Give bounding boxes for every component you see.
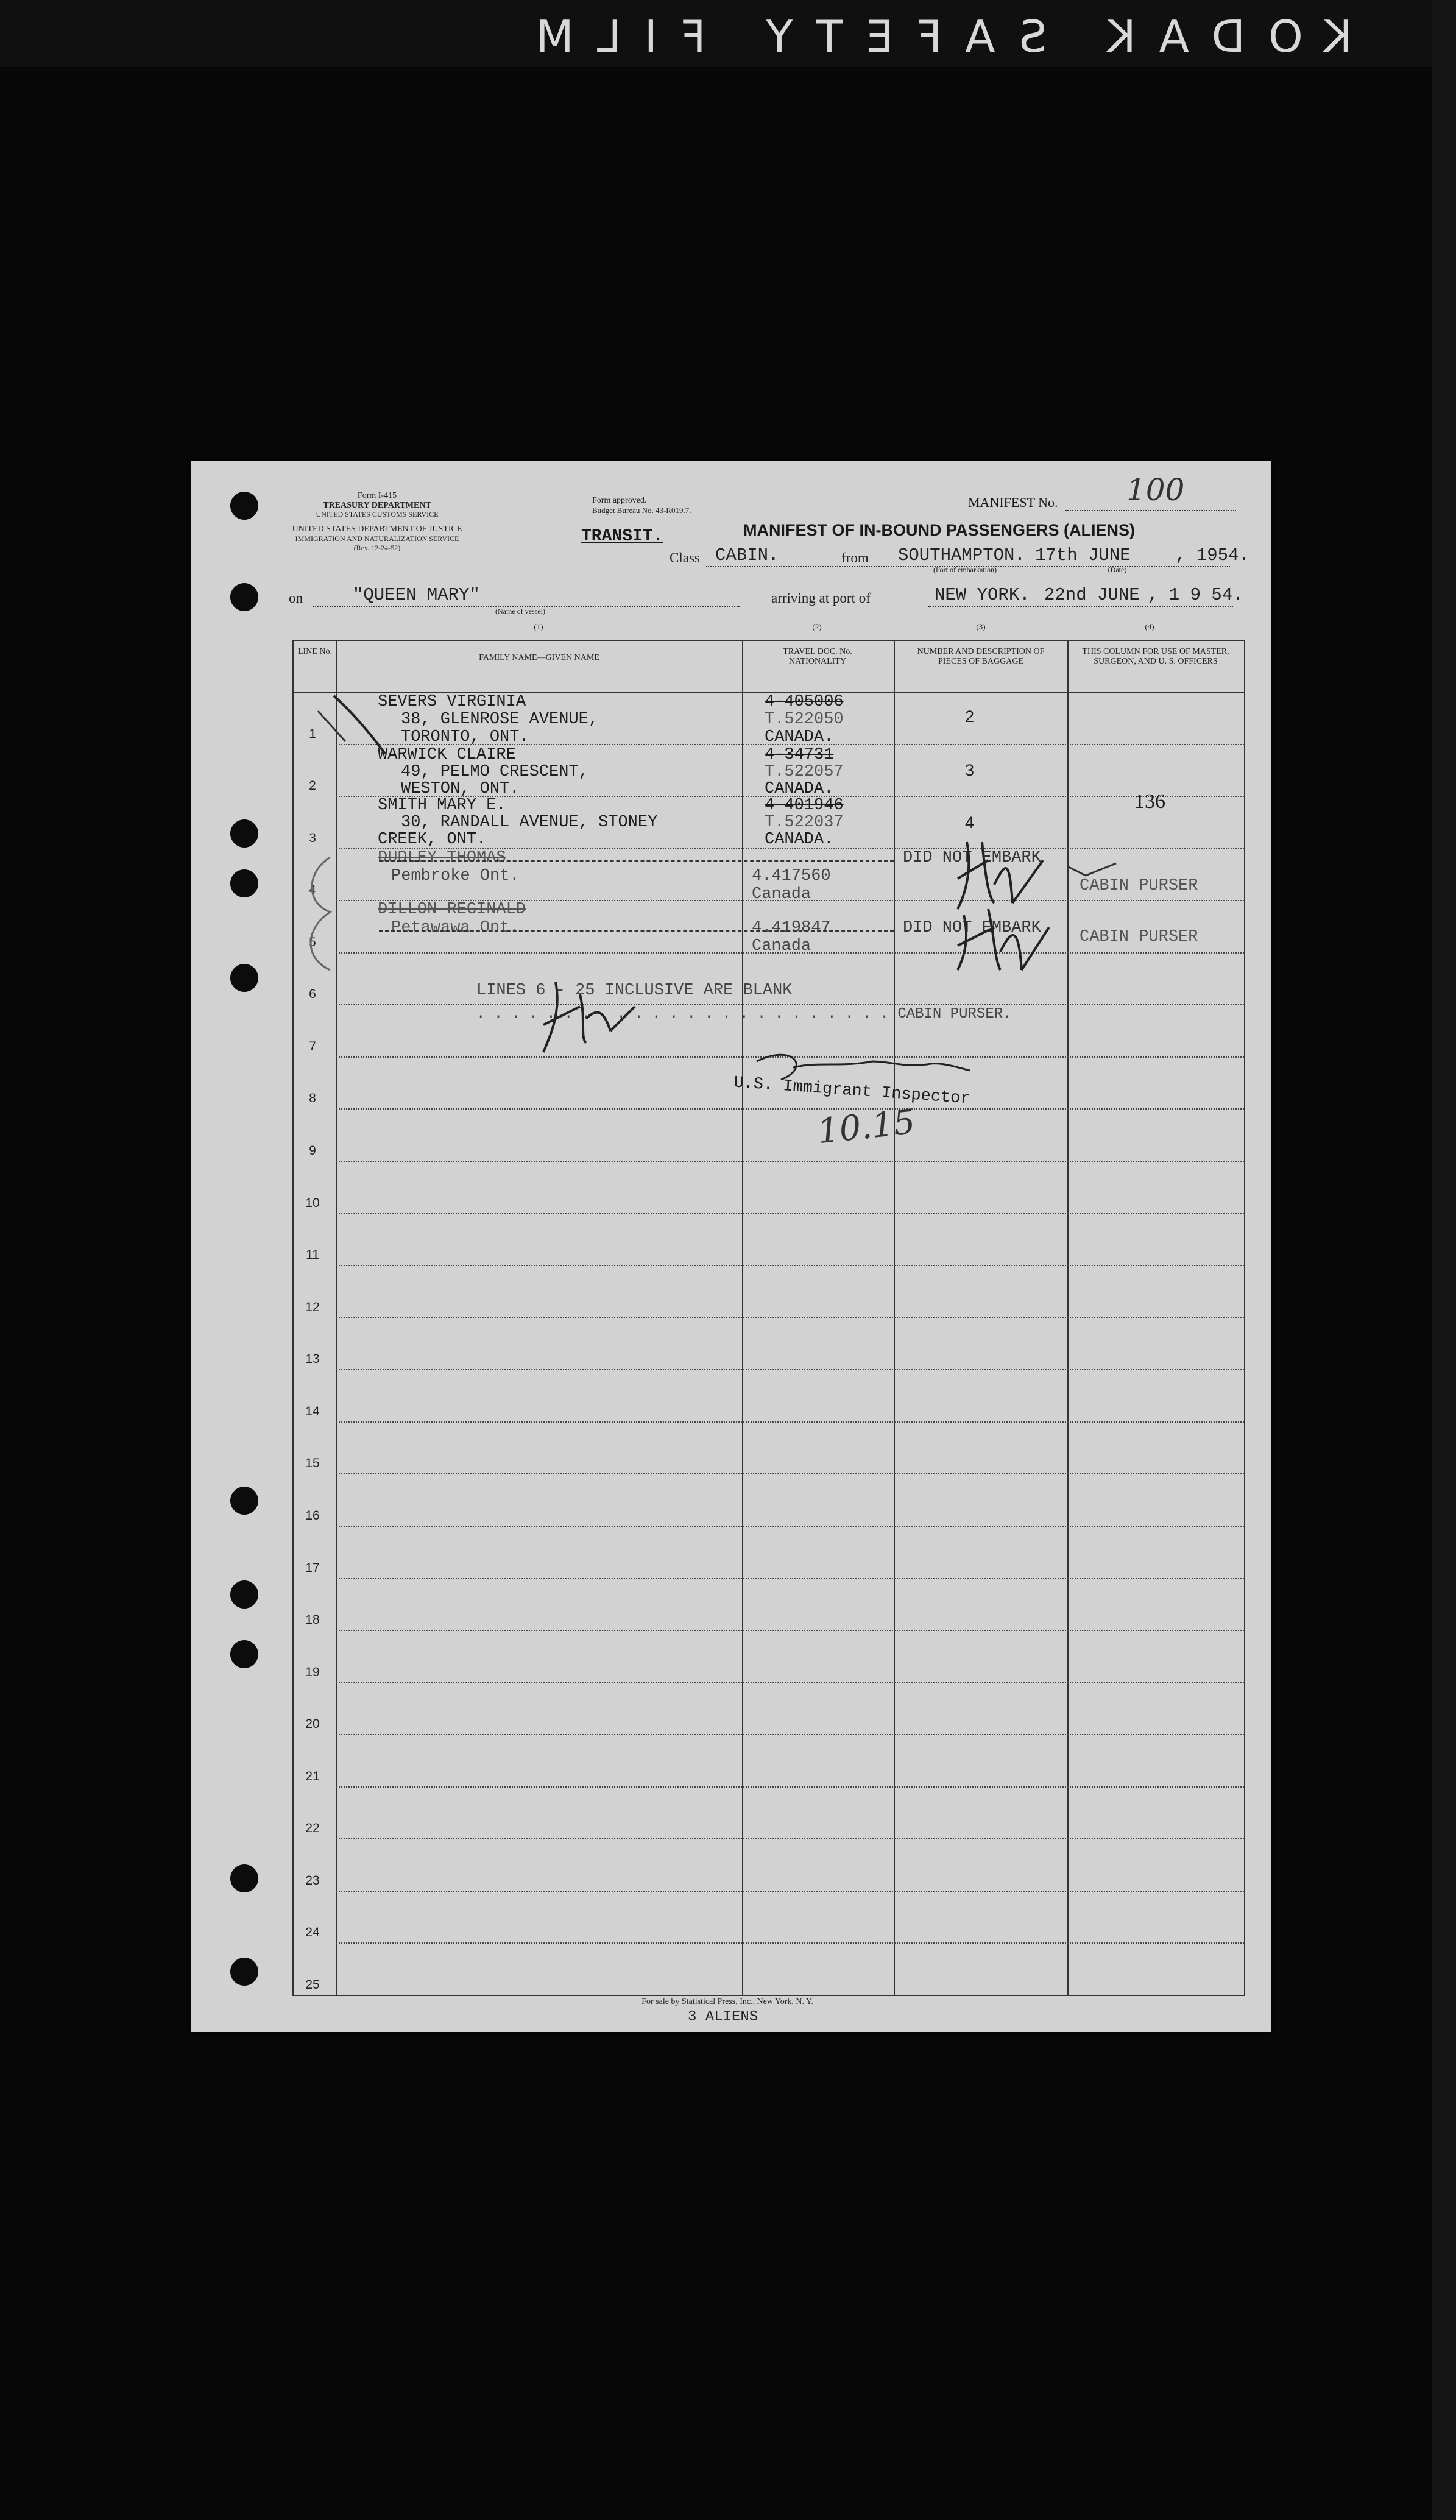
row-rule [336, 1682, 1244, 1683]
line-number: 19 [305, 1665, 320, 1679]
arrival-rule [928, 606, 1233, 607]
check-mark [1067, 863, 1116, 876]
line-number: 6 [309, 987, 316, 1002]
row-rule [336, 1473, 1244, 1474]
film-edge-text: KODAK SAFETY FILM [512, 11, 1352, 62]
film-edge-strip [0, 0, 1456, 67]
entry-5-doc: 4.419847 [752, 919, 831, 937]
passenger-table [292, 640, 1245, 1996]
entry-3-address: 30, RANDALL AVENUE, STONEY [401, 813, 658, 832]
transit-label: TRANSIT. [581, 527, 663, 546]
on-label: on [289, 590, 303, 606]
entry-1-nationality: CANADA. [765, 728, 834, 746]
entry-5-status: DID NOT EMBARK [903, 919, 1041, 937]
column-number-2: (2) [812, 622, 822, 631]
date-caption: (Date) [1108, 565, 1127, 574]
arrival-port: NEW YORK. [935, 585, 1030, 605]
line-number: 17 [305, 1560, 320, 1575]
punch-hole [230, 964, 258, 992]
treasury-department: TREASURY DEPARTMENT [323, 501, 431, 510]
entry-5-name: DILLON REGINALD [378, 901, 526, 919]
row-rule [336, 1630, 1244, 1631]
line-number: 25 [305, 1978, 320, 1992]
line-number: 16 [305, 1508, 320, 1523]
punch-hole [230, 1640, 258, 1668]
row-rule [336, 1317, 1244, 1318]
line-number: 24 [305, 1925, 320, 1940]
manifest-no-value: 100 [1126, 472, 1185, 508]
form-revision: (Rev. 12-24-52) [353, 543, 401, 552]
entry-4-name: DUDLEY THOMAS [378, 849, 506, 867]
class-value: CABIN. [715, 545, 779, 565]
arrival-date: 22nd JUNE [1044, 585, 1140, 605]
entry-2-doc: T.522057 [765, 763, 844, 781]
entry-1-city: TORONTO, ONT. [401, 728, 529, 746]
punch-hole [230, 869, 258, 897]
line-number: 4 [309, 883, 316, 897]
entry-2-nationality: CANADA. [765, 780, 834, 798]
line-number: 3 [309, 830, 316, 845]
handwritten-marks [294, 641, 1244, 1189]
header-travel-doc: TRAVEL DOC. No. NATIONALITY [783, 647, 852, 667]
entry-1-baggage: 2 [965, 707, 975, 726]
entry-3-doc: T.522037 [765, 813, 844, 832]
punch-hole [230, 1958, 258, 1986]
entry-2-address: 49, PELMO CRESCENT, [401, 763, 588, 781]
row-rule [336, 1578, 1244, 1579]
customs-service: UNITED STATES CUSTOMS SERVICE [316, 510, 439, 519]
initials-signature-2 [958, 909, 1049, 970]
manifest-no-rule [1065, 510, 1236, 511]
row-rule [336, 1786, 1244, 1788]
handwritten-time: 10.15 [816, 1102, 917, 1152]
line-number: 11 [306, 1248, 319, 1262]
entry-5-nationality: Canada [752, 937, 811, 955]
entry-2-name: WARWICK CLAIRE [378, 746, 516, 764]
entry-5-purser: CABIN PURSER [1080, 928, 1198, 946]
line-number: 20 [305, 1717, 320, 1732]
column-number-3: (3) [976, 622, 986, 631]
line-number: 12 [305, 1300, 320, 1314]
entry-2-officer-mark: 136 [1134, 790, 1165, 813]
vessel-caption: (Name of vessel) [495, 607, 545, 615]
entry-1-name: SEVERS VIRGINIA [378, 693, 526, 711]
footer-publisher: For sale by Statistical Press, Inc., New York, N. Y. [641, 1997, 813, 2006]
entry-3-name: SMITH MARY E. [378, 796, 506, 815]
manifest-page [191, 461, 1271, 2032]
embarkation-port: SOUTHAMPTON. [898, 545, 1025, 565]
department-of-justice: UNITED STATES DEPARTMENT OF JUSTICE [292, 525, 462, 534]
entry-4-status: DID NOT EMBARK [903, 849, 1041, 867]
immigration-service: IMMIGRATION AND NATURALIZATION SERVICE [295, 534, 459, 543]
line-number: 7 [309, 1039, 316, 1053]
line-number: 14 [305, 1404, 320, 1418]
inspector-line: U.S. Immigrant Inspector [733, 1074, 971, 1109]
budget-bureau: Budget Bureau No. 43-R019.7. [592, 506, 691, 515]
line-number: 10 [305, 1195, 320, 1210]
entry-4-doc: 4.417560 [752, 867, 831, 885]
entry-4-address: Pembroke Ont. [391, 867, 520, 885]
line-number: 22 [305, 1821, 320, 1836]
entry-2-doc-old: 4-34731 [765, 746, 834, 764]
punch-hole [230, 819, 258, 848]
line-number: 1 [309, 726, 316, 741]
arriving-label: arriving at port of [771, 590, 871, 606]
port-caption: (Port of embarkation) [933, 565, 997, 574]
row-rule [336, 1838, 1244, 1839]
entry-3-city: CREEK, ONT. [378, 830, 487, 849]
entry-4-nationality: Canada [752, 885, 811, 904]
film-right-edge [1432, 0, 1456, 2520]
departure-date: 17th JUNE [1035, 545, 1131, 565]
entry-1-doc-old: 4-405006 [765, 693, 844, 711]
header-family-name: FAMILY NAME—GIVEN NAME [479, 653, 599, 662]
punch-hole [230, 492, 258, 520]
punch-hole [230, 583, 258, 611]
strike-mark-1 [334, 696, 385, 754]
vessel-name: "QUEEN MARY" [353, 585, 480, 605]
initials-signature-1 [958, 842, 1043, 909]
punch-hole [230, 1864, 258, 1892]
class-label: Class [670, 550, 700, 565]
entry-3-baggage: 4 [965, 813, 975, 832]
entry-2-city: WESTON, ONT. [401, 780, 520, 798]
form-number: Form I-415 [357, 491, 397, 500]
entry-3-nationality: CANADA. [765, 830, 834, 849]
manifest-no-label: MANIFEST No. [968, 495, 1058, 510]
column-number-4: (4) [1145, 622, 1154, 631]
line-number: 13 [305, 1352, 320, 1367]
strike-mark-2 [318, 711, 345, 741]
manifest-title: MANIFEST OF IN-BOUND PASSENGERS (ALIENS) [743, 521, 1136, 539]
inspector-signature [757, 1055, 970, 1080]
aliens-count: 3 ALIENS [688, 2009, 758, 2025]
entry-2-baggage: 3 [965, 761, 975, 779]
entry-4-purser: CABIN PURSER [1080, 877, 1198, 895]
row-rule [336, 1421, 1244, 1423]
row-rule [336, 1213, 1244, 1214]
from-label: from [841, 550, 869, 565]
line-number: 21 [305, 1769, 320, 1783]
entry-1-address: 38, GLENROSE AVENUE, [401, 710, 599, 729]
line-number: 5 [309, 935, 316, 949]
line-number: 9 [309, 1144, 316, 1158]
entry-3-doc-old: 4-401946 [765, 796, 844, 815]
cabin-purser-line: . . . . . . . . . . . . . . . . . . . . . . . . CABIN PURSER. [476, 1006, 1012, 1022]
row-rule [336, 1369, 1244, 1370]
purser-signature [543, 982, 635, 1052]
line-number: 23 [305, 1873, 320, 1888]
row-rule [336, 1526, 1244, 1527]
header-officers: THIS COLUMN FOR USE OF MASTER, SURGEON, AND U. S. OFFICERS [1082, 647, 1229, 667]
arrival-year: , 1 9 54. [1148, 585, 1243, 605]
entry-1-doc: T.522050 [765, 710, 844, 729]
line-number: 15 [305, 1456, 320, 1471]
row-rule [336, 1942, 1244, 1944]
punch-hole [230, 1487, 258, 1515]
row-rule [336, 1891, 1244, 1892]
line-number: 18 [305, 1613, 320, 1627]
header-baggage: NUMBER AND DESCRIPTION OF PIECES OF BAGGAGE [917, 647, 1045, 667]
punch-hole [230, 1580, 258, 1609]
line-number: 8 [309, 1091, 316, 1106]
entry-5-address: Petawawa Ont. [391, 919, 520, 937]
blank-lines-note: LINES 6 - 25 INCLUSIVE ARE BLANK [476, 982, 793, 1000]
header-line-no: LINE No. [298, 647, 332, 656]
line-number: 2 [309, 779, 316, 793]
form-approved: Form approved. [592, 496, 647, 505]
departure-year: , 1954. [1175, 545, 1249, 565]
row-rule [336, 1734, 1244, 1735]
column-number-1: (1) [534, 622, 543, 631]
row-rule [336, 1265, 1244, 1266]
cancel-bracket [311, 857, 330, 970]
